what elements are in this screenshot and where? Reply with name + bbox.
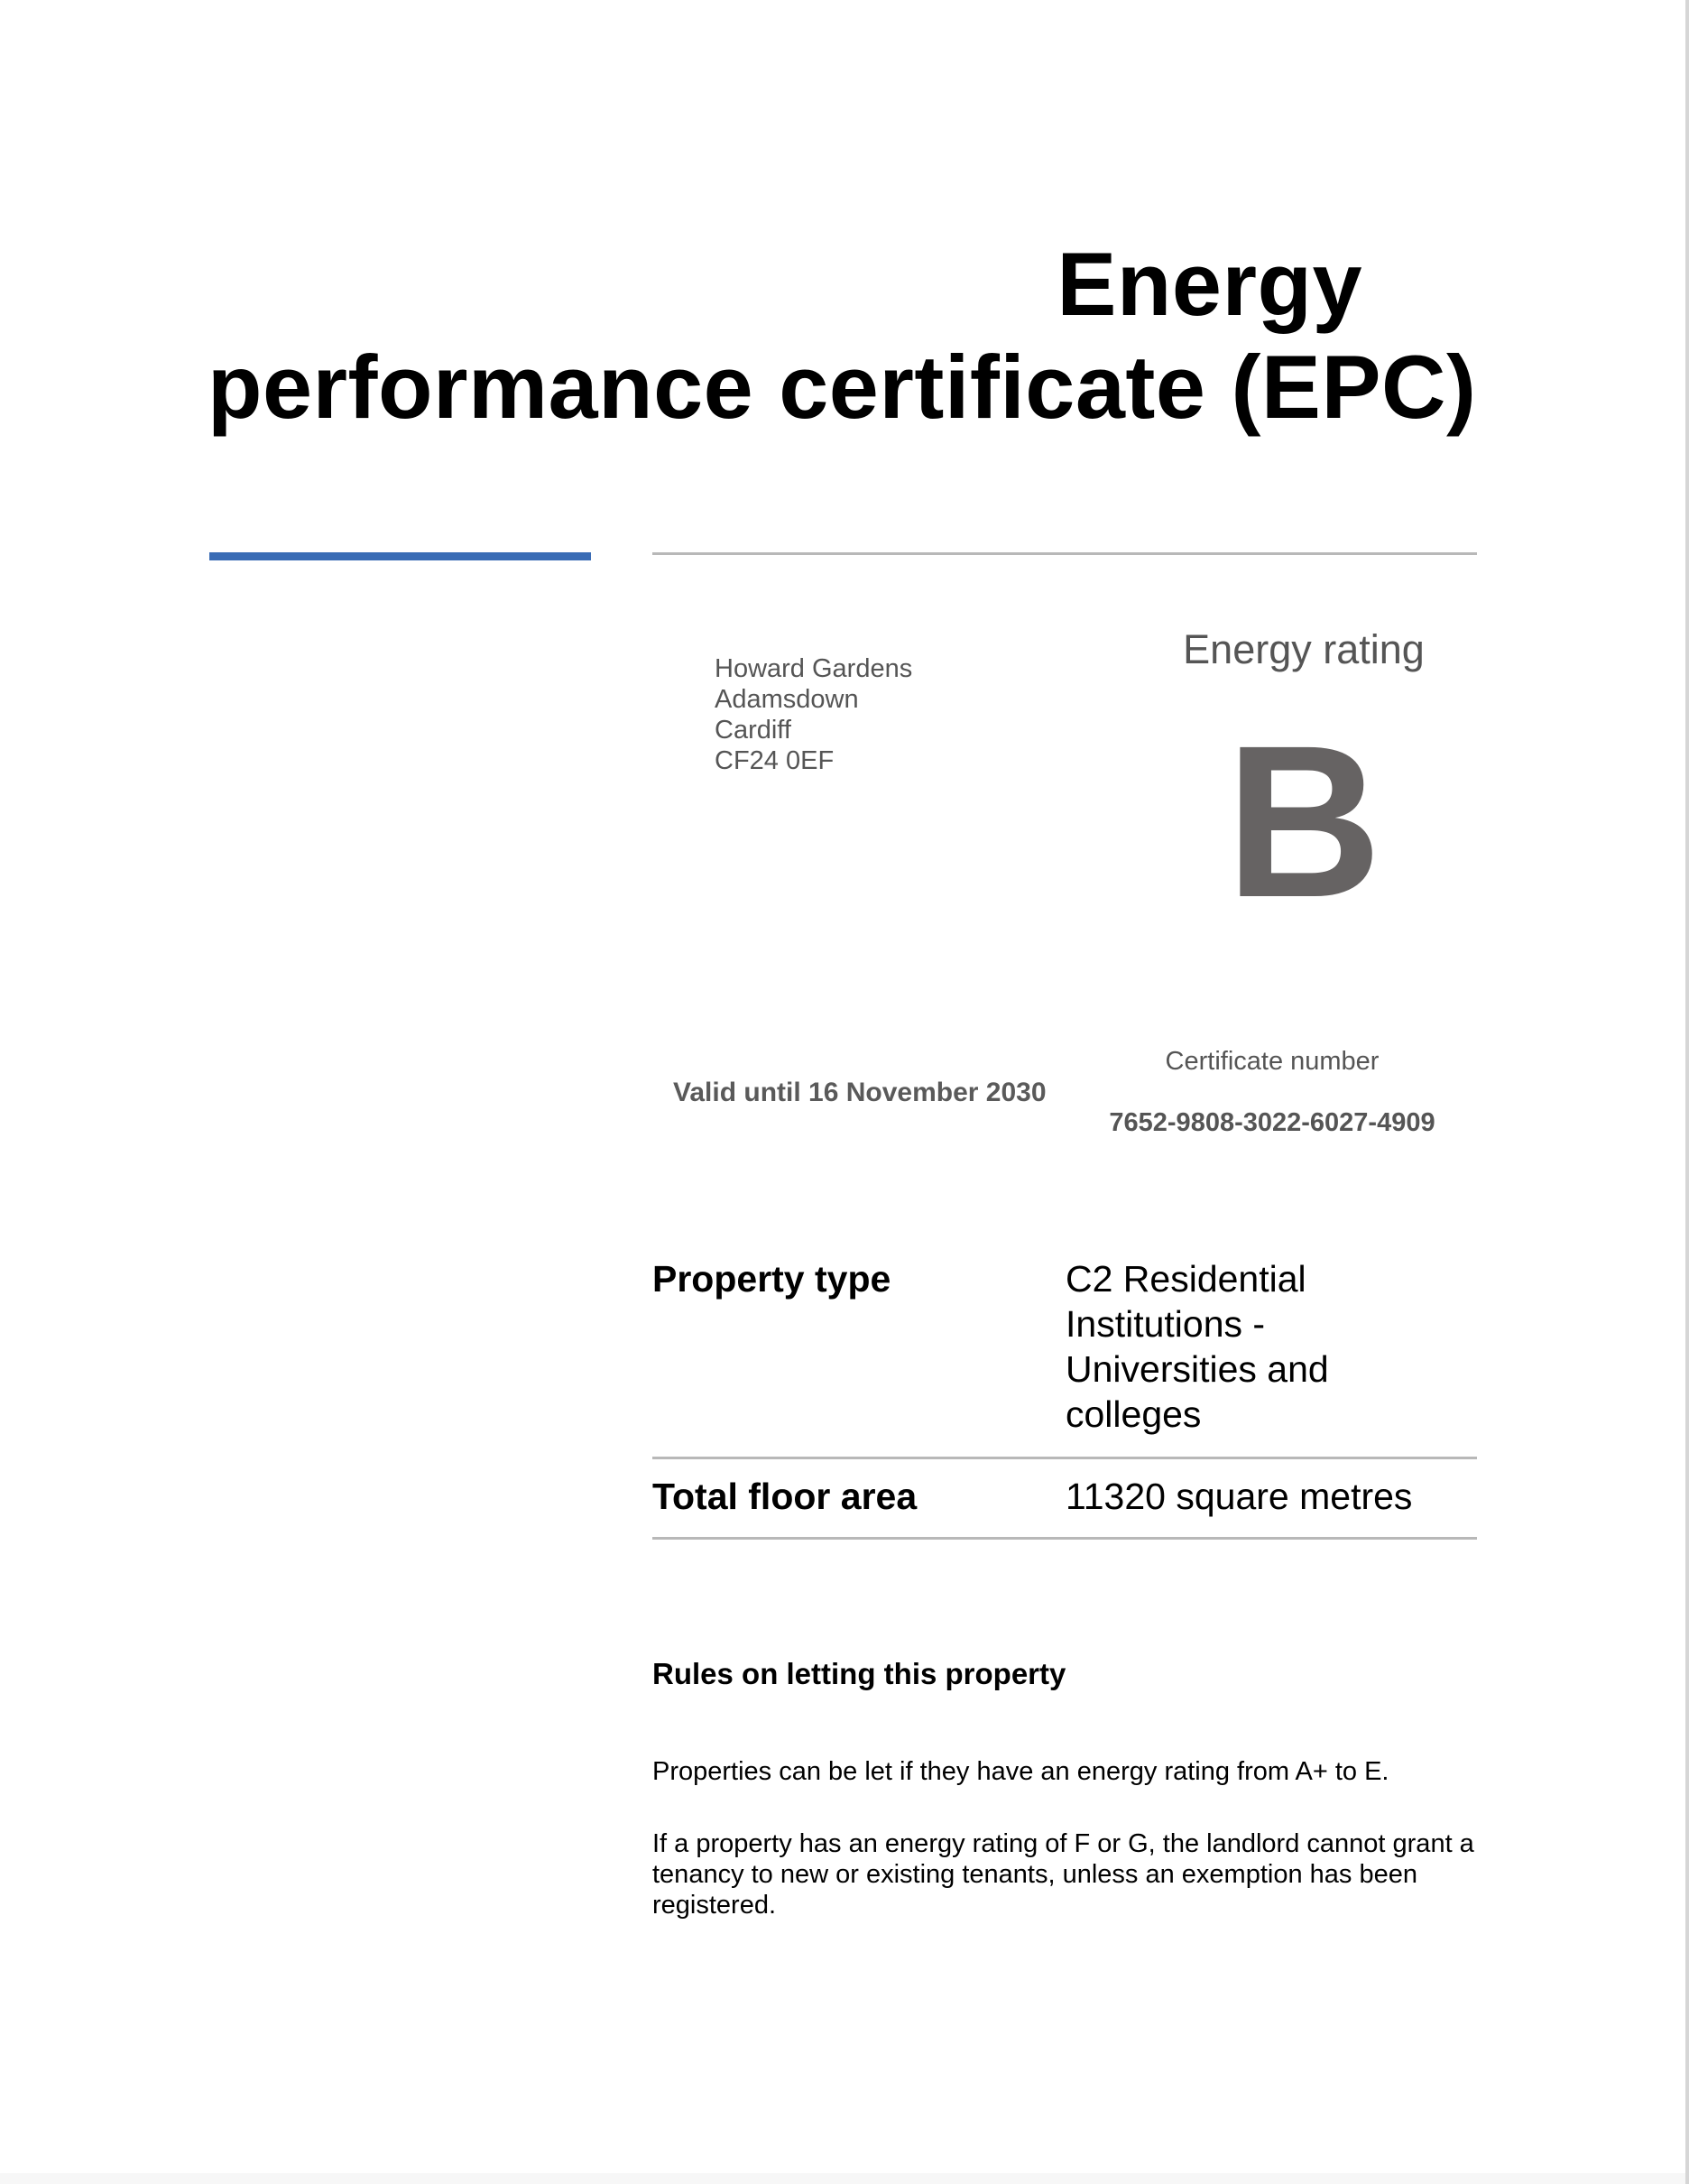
- energy-rating-value: B: [1225, 700, 1382, 942]
- property-type-value-line: Universities and: [1066, 1348, 1329, 1390]
- energy-rating-label: Energy rating: [1183, 626, 1425, 672]
- property-type-value-line: Institutions -: [1066, 1303, 1266, 1345]
- property-type-value: [1066, 1256, 1477, 1437]
- property-type-value-line: colleges: [1066, 1393, 1202, 1435]
- page-edge: [1685, 0, 1689, 2184]
- table-row: [652, 1253, 1477, 1459]
- table-row: [652, 1459, 1477, 1540]
- address-line: Adamsdown: [715, 685, 859, 714]
- certificate-number-label: Certificate number: [1165, 1047, 1380, 1076]
- address-line: Cardiff: [715, 716, 791, 745]
- page-title-line-1: Energy: [1057, 234, 1362, 334]
- section-divider: [652, 552, 1477, 555]
- accent-divider: [209, 552, 591, 560]
- page-bottom-edge: [0, 2173, 1685, 2184]
- page-title-line-2: performance certificate (EPC): [208, 337, 1477, 437]
- valid-until-date: Valid until 16 November 2030: [673, 1078, 1047, 1107]
- certificate-number: 7652-9808-3022-6027-4909: [1109, 1108, 1435, 1137]
- address-line: Howard Gardens: [715, 654, 913, 683]
- rules-paragraph: If a property has an energy rating of F or G, the landlord cannot grant a tenancy to new or existing tenants, unless an exemption has been registered.: [652, 1829, 1474, 1920]
- property-address: [715, 653, 912, 776]
- property-type-label: Property type: [652, 1258, 891, 1300]
- rules-paragraph: Properties can be let if they have an energy rating from A+ to E.: [652, 1757, 1389, 1786]
- property-details-table: [652, 1253, 1477, 1540]
- floor-area-value: 11320 square metres: [1066, 1476, 1413, 1517]
- address-line: CF24 0EF: [715, 746, 835, 775]
- property-type-value-line: C2 Residential: [1066, 1258, 1306, 1300]
- page-title: [208, 233, 1480, 439]
- rules-heading: Rules on letting this property: [652, 1657, 1066, 1690]
- floor-area-label: Total floor area: [652, 1476, 918, 1517]
